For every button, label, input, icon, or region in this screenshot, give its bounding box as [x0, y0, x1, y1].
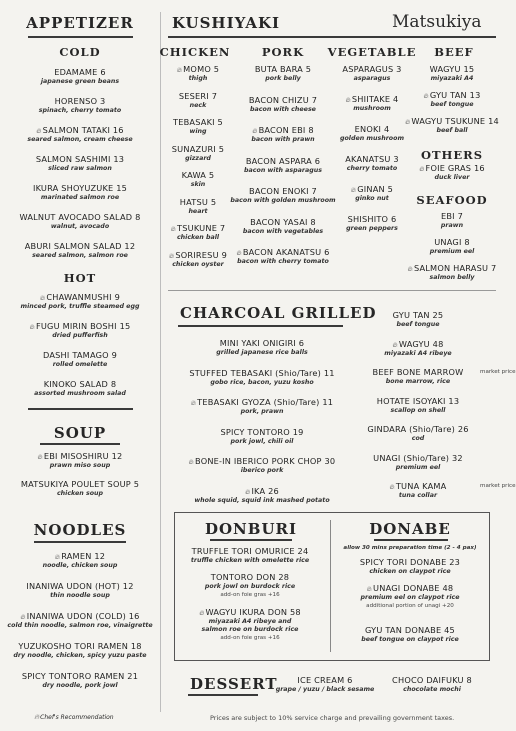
menu-item-desc: minced pork, truffle steamed egg [20, 303, 140, 310]
menu-item-desc: chicken ball [176, 234, 220, 241]
menu-item-label: BONE-IN IBERICO PORK CHOP 30 [195, 456, 336, 466]
flame-icon: 🔥︎ [419, 165, 425, 173]
menu-item-desc: miyazaki A4 ribeye [384, 349, 452, 357]
flame-icon: 🔥︎ [20, 613, 26, 621]
menu-item-desc: duck liver [434, 174, 470, 181]
menu-item-name: BACON ASPARA 6 [245, 155, 321, 166]
menu-item-desc: asparagus [353, 75, 391, 82]
menu-item-desc: tuna collar [398, 492, 438, 499]
flame-icon: 🔥︎ [366, 585, 373, 593]
menu-item-name [169, 250, 227, 261]
menu-item-desc: skin [190, 181, 206, 188]
menu-item-name: TONTORO DON 28 [210, 572, 290, 582]
menu-item-name: HOTATE ISOYAKI 13 [376, 395, 460, 406]
menu-item-name [30, 321, 131, 332]
seafood-title: SEAFOOD [416, 193, 488, 207]
menu-item-desc: bacon with cheese [250, 105, 316, 113]
appetizer-underline [28, 36, 133, 38]
menu-item-label: WAGYU TSUKUNE 14 [411, 116, 499, 126]
menu-item-desc: thigh [188, 75, 208, 82]
menu-item-desc: beef tongue [430, 101, 474, 108]
charcoal-underline [178, 325, 343, 327]
menu-item-desc: cod [411, 435, 425, 442]
chicken-title: CHICKEN [159, 45, 231, 59]
market-price-label: market price [480, 482, 516, 489]
menu-item-desc: seared salmon, cream cheese [27, 136, 133, 143]
menu-item-label: WAGYU 48 [398, 338, 444, 349]
menu-item-desc: prawn miso soup [49, 462, 111, 469]
menu-item-name [245, 486, 279, 497]
menu-item-name: ENOKI 4 [354, 124, 390, 134]
vegetable-title: VEGETABLE [327, 45, 417, 59]
tax-note: Prices are subject to 10% service charge and prevailing government taxes. [210, 714, 455, 722]
menu-item-desc: sliced raw salmon [48, 165, 112, 172]
menu-item-name: SHISHITO 6 [347, 214, 397, 224]
flame-icon: 🔥︎ [169, 251, 175, 260]
rice-box-divider [330, 520, 331, 652]
menu-item-desc: walnut, avocado [50, 223, 110, 230]
menu-item-name [40, 292, 120, 303]
menu-item-name [346, 94, 399, 105]
menu-item-label: SALMON HARASU 7 [413, 263, 497, 273]
menu-item-label: INANIWA UDON (COLD) 16 [26, 611, 140, 621]
menu-item-name: IKURA SHOYUZUKE 15 [32, 183, 128, 193]
menu-item-name [405, 116, 499, 127]
menu-item-name [424, 90, 481, 101]
menu-item-desc: premium eel [395, 463, 441, 471]
menu-item-desc: cherry tomato [346, 165, 398, 172]
menu-item-name [20, 611, 139, 622]
menu-item-name: GINDARA (Shio/Tare) 26 [367, 424, 469, 434]
menu-item-name: ABURI SALMON SALAD 12 [24, 241, 136, 251]
menu-item-desc: chicken on claypot rice [369, 568, 451, 575]
menu-item-name: TEBASAKI 5 [173, 117, 223, 127]
menu-item-label: TEBASAKI GYOZA (Shio/Tare) 11 [197, 397, 334, 407]
beef-title: BEEF [434, 45, 474, 59]
kushiyaki-bottom-divider [168, 290, 496, 291]
appetizer-title: APPETIZER [26, 14, 134, 32]
menu-item-name: KINOKO SALAD 8 [43, 379, 117, 389]
menu-item-label: BACON AKANATSU 6 [242, 247, 330, 257]
menu-item-label: FOIE GRAS 16 [425, 163, 485, 173]
menu-item-name: INANIWA UDON (HOT) 12 [26, 581, 134, 591]
menu-item-desc: ginko nut [355, 195, 389, 202]
pork-title: PORK [261, 45, 305, 59]
menu-item-label: MOMO 5 [183, 64, 220, 74]
flame-icon: 🔥︎ [199, 609, 205, 617]
flame-icon: 🔥︎ [252, 127, 258, 135]
menu-item-name: MATSUKIYA POULET SOUP 5 [20, 479, 140, 489]
menu-item-label: EBI MISOSHIRU 12 [43, 451, 123, 461]
kushiyaki-underline [168, 36, 496, 38]
flame-icon: 🔥︎ [40, 294, 46, 302]
menu-item-desc: premium eel on claypot rice [360, 594, 460, 601]
menu-item-name [236, 247, 329, 258]
menu-item-name [390, 481, 447, 492]
menu-item-name [171, 223, 226, 234]
menu-item-desc: grilled japanese rice balls [216, 349, 308, 356]
flame-icon: 🔥︎ [236, 249, 242, 257]
others-title: OTHERS [420, 148, 484, 162]
menu-item-name [419, 163, 485, 174]
menu-item-name [393, 339, 444, 350]
menu-item-desc: japanese green beans [40, 78, 120, 85]
donabe-note: allow 30 mins preparation time (2 - 4 pax) [343, 545, 477, 551]
menu-item-name [367, 583, 454, 594]
menu-item-desc: miyazaki A4 [430, 75, 474, 82]
menu-item-name: STUFFED TEBASAKI (Shio/Tare) 11 [189, 367, 335, 378]
menu-item-name: WALNUT AVOCADO SALAD 8 [19, 212, 141, 222]
flame-icon: 🔥︎ [407, 265, 413, 273]
menu-item-desc: dried pufferfish [52, 332, 108, 339]
menu-item-label: UNAGI DONABE 48 [373, 583, 454, 593]
menu-item-desc: cold thin noodle, salmon roe, vinaigrette [7, 622, 153, 629]
soup-underline [40, 443, 120, 445]
donburi-title: DONBURI [204, 520, 298, 538]
menu-item-desc: chicken soup [56, 490, 104, 497]
menu-item-desc: marinated salmon roe [40, 194, 120, 201]
menu-item-addon: additional portion of unagi +20 [366, 603, 454, 609]
menu-item-name: SPICY TORI DONABE 23 [359, 557, 461, 567]
menu-item-name: GYU TAN DONABE 45 [365, 625, 455, 635]
menu-item-addon: add-on foie gras +16 [220, 635, 280, 641]
menu-item-name [177, 64, 219, 75]
menu-item-desc: pork, prawn [240, 408, 284, 415]
menu-item-label: SORIRESU 9 [175, 249, 227, 260]
menu-item-label: RAMEN 12 [61, 551, 106, 561]
menu-item-name: SPICY TONTORO 19 [220, 426, 304, 437]
menu-item-name: DASHI TAMAGO 9 [42, 350, 118, 360]
soup-title: SOUP [53, 424, 107, 442]
flame-icon: 🔥︎ [389, 483, 395, 491]
flame-icon: 🔥︎ [350, 186, 357, 194]
menu-item-label: GYU TAN 13 [429, 90, 481, 100]
hot-title: HOT [63, 271, 97, 285]
menu-item-desc: grape / yuzu / black sesame [275, 686, 375, 693]
menu-item-name: MINI YAKI ONIGIRI 6 [219, 338, 305, 348]
menu-item-name: BUTA BARA 5 [254, 64, 312, 74]
menu-item-desc: spinach, cherry tomato [38, 107, 122, 114]
menu-item-desc: bone marrow, rice [385, 378, 451, 385]
flame-icon: 🔥︎ [190, 399, 197, 407]
menu-item-desc: salmon belly [429, 274, 475, 281]
menu-item-name: SUNAZURI 5 [171, 143, 225, 154]
menu-item-name [199, 607, 301, 618]
menu-item-name: ASPARAGUS 3 [342, 64, 402, 74]
menu-item-name: KAWA 5 [181, 170, 215, 180]
menu-item-label: TUNA KAMA [395, 481, 447, 491]
noodles-title: NOODLES [33, 521, 127, 539]
dessert-title: DESSERT [190, 675, 278, 693]
menu-item-label: GINAN 5 [357, 184, 394, 194]
menu-item-name: EBI 7 [440, 211, 464, 221]
flame-icon: 🔥︎ [176, 66, 183, 74]
menu-item-name: SPICY TONTORO RAMEN 21 [21, 671, 139, 681]
menu-item-desc: bacon with asparagus [244, 166, 322, 174]
menu-item-desc: beef tongue on claypot rice [361, 636, 459, 643]
donabe-underline [374, 539, 448, 541]
menu-item-desc: bacon with prawn [251, 136, 315, 143]
menu-item-desc: dry noodle, chicken, spicy yuzu paste [13, 652, 147, 659]
menu-item-desc: seared salmon, salmon roe [32, 252, 128, 259]
menu-item-desc: chicken oyster [172, 260, 224, 268]
soup-divider-top [28, 408, 133, 410]
menu-item-name: AKANATSU 3 [345, 154, 399, 164]
menu-item-desc: thin noodle soup [50, 592, 110, 599]
menu-item-label: WAGYU IKURA DON 58 [205, 607, 301, 617]
menu-item-desc: mushroom [353, 105, 391, 112]
menu-item-desc: scallop on shell [390, 406, 446, 414]
menu-item-name [38, 451, 123, 462]
flame-icon: 🔥︎ [29, 323, 35, 331]
menu-item-desc: neck [189, 101, 207, 109]
menu-item-label: SALMON TATAKI 16 [42, 125, 124, 135]
flame-icon: 🔥︎ [405, 118, 411, 126]
menu-item-desc: green peppers [346, 225, 398, 232]
chef-recommendation-note: 🔥︎Chef's Recommendation [34, 713, 114, 721]
menu-item-label: TSUKUNE 7 [177, 223, 226, 233]
flame-icon: 🔥︎ [423, 92, 429, 100]
noodles-underline [34, 541, 126, 543]
menu-item-name [36, 125, 123, 136]
menu-item-name [351, 184, 393, 195]
menu-item-name: HORENSO 3 [54, 96, 106, 106]
menu-item-desc: dry noodle, pork jowl [42, 682, 118, 689]
menu-item-name: BACON ENOKI 7 [249, 186, 317, 196]
column-divider [160, 12, 161, 712]
menu-item-desc: rolled omelette [52, 361, 108, 368]
menu-item-name: SALMON SASHIMI 13 [35, 154, 125, 164]
menu-item-desc: whole squid, squid ink mashed potato [194, 496, 330, 504]
menu-item-desc: bacon with golden mushroom [230, 197, 336, 204]
menu-item-name: UNAGI 8 [434, 237, 470, 247]
menu-item-desc: pork belly [265, 75, 301, 82]
menu-item-name [408, 263, 497, 274]
menu-item-name: TRUFFLE TORI OMURICE 24 [191, 546, 309, 556]
menu-item-name: BACON CHIZU 7 [248, 94, 318, 105]
menu-item-name: SESERI 7 [178, 90, 218, 101]
menu-item-label: SHIITAKE 4 [351, 94, 399, 104]
menu-item-desc: pork jowl, chili oil [230, 437, 294, 445]
brand-logo: Matsukiya [392, 12, 482, 32]
menu-item-desc: chocolate mochi [403, 686, 461, 693]
menu-item-desc: salmon roe on burdock rice [201, 626, 299, 633]
menu-item-desc: premium eel [429, 248, 475, 255]
menu-item-name: ICE CREAM 6 [297, 675, 353, 685]
dessert-underline [188, 694, 258, 696]
menu-item-desc: assorted mushroom salad [34, 390, 126, 397]
menu-item-name: BEEF BONE MARROW [372, 367, 464, 377]
menu-item-label: BACON EBI 8 [258, 125, 314, 135]
menu-item-name: EDAMAME 6 [54, 67, 106, 77]
menu-item-desc: truffle chicken with omelette rice [190, 557, 310, 564]
menu-item-desc: iberico pork [240, 467, 284, 474]
menu-item-desc: bacon with cherry tomato [237, 258, 329, 265]
menu-item-name: HATSU 5 [179, 196, 217, 207]
menu-item-desc: heart [188, 207, 208, 215]
menu-item-label: IKA 26 [251, 485, 279, 496]
flame-icon: 🔥︎ [37, 453, 43, 461]
menu-item-desc: gobo rice, bacon, yuzu kosho [210, 378, 314, 386]
menu-item-desc: bacon with vegetables [242, 227, 324, 235]
menu-item-name: WAGYU 15 [429, 64, 475, 74]
menu-item-desc: pork jowl on burdock rice [204, 583, 296, 590]
menu-item-desc: beef ball [436, 127, 468, 134]
menu-item-desc: noodle, chicken soup [42, 562, 118, 569]
charcoal-title: CHARCOAL GRILLED [180, 304, 377, 322]
menu-item-label: CHAWANMUSHI 9 [46, 292, 120, 302]
donabe-title: DONABE [369, 520, 451, 538]
menu-item-name [55, 551, 105, 562]
menu-item-name: CHOCO DAIFUKU 8 [392, 675, 472, 685]
donburi-underline [210, 539, 292, 541]
menu-item-label: FUGU MIRIN BOSHI 15 [35, 321, 131, 331]
menu-item-name [191, 397, 333, 408]
flame-icon: 🔥︎ [345, 96, 351, 104]
market-price-label: market price [480, 368, 516, 375]
menu-item-desc: wing [189, 128, 207, 135]
flame-icon: 🔥︎ [54, 553, 61, 561]
menu-item-desc: golden mushroom [339, 135, 405, 142]
menu-item-name [252, 125, 314, 136]
flame-icon: 🔥︎ [36, 127, 42, 135]
menu-item-name: YUZUKOSHO TORI RAMEN 18 [18, 641, 142, 651]
kushiyaki-title: KUSHIYAKI [172, 14, 281, 32]
flame-icon: 🔥︎ [34, 713, 40, 721]
flame-icon: 🔥︎ [188, 458, 195, 466]
menu-item-name: BACON YASAI 8 [250, 216, 316, 227]
flame-icon: 🔥︎ [392, 340, 398, 349]
menu-item-desc: gizzard [185, 154, 211, 162]
menu-item-desc: prawn [440, 222, 464, 229]
flame-icon: 🔥︎ [245, 487, 251, 496]
flame-icon: 🔥︎ [170, 225, 177, 233]
menu-item-name: GYU TAN 25 [392, 310, 444, 320]
menu-item-desc: miyazaki A4 ribeye and [208, 618, 292, 625]
menu-item-desc: beef tongue [396, 321, 440, 328]
cold-title: COLD [59, 45, 101, 59]
menu-item-name: UNAGI (Shio/Tare) 32 [373, 452, 463, 463]
menu-item-name [189, 456, 336, 467]
menu-item-addon: add-on foie gras +16 [220, 592, 280, 598]
